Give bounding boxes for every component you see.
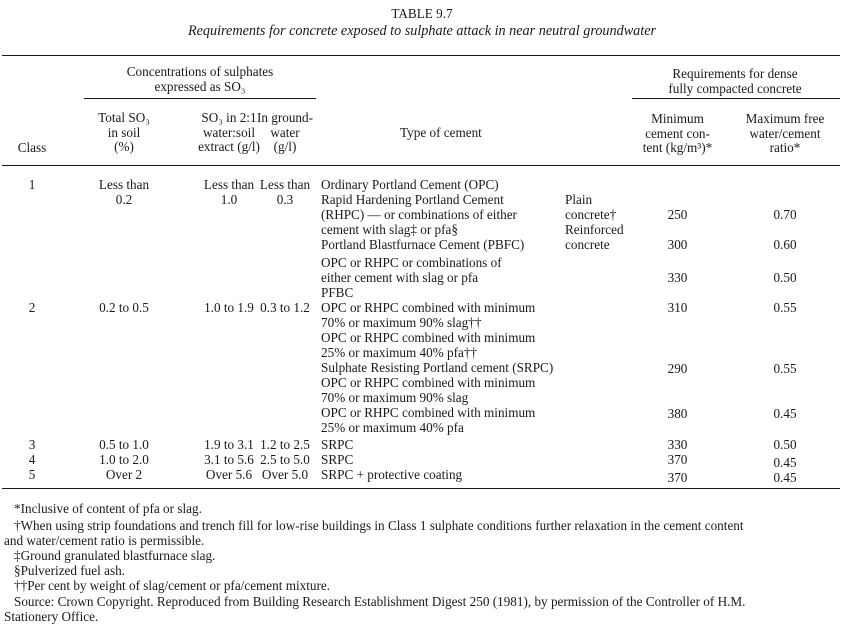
table-label: TABLE 9.7 <box>391 6 453 21</box>
footnote-star: *Inclusive of content of pfa or slag. <box>14 501 202 516</box>
table-caption: Requirements for concrete exposed to sulphate attack in near neutral groundwater <box>187 23 657 39</box>
class-5-label: 5 <box>28 467 36 482</box>
top-rule <box>2 55 840 56</box>
class-5-max-ratio: 0.45 <box>773 470 797 485</box>
class-3-max-ratio: 0.50 <box>773 437 797 452</box>
class-4-groundwater: 2.5 to 5.0 <box>260 452 310 467</box>
class-2-min-cement-b: 310 <box>667 300 688 315</box>
class-5-total-so3: Over 2 <box>105 467 143 482</box>
class-3-groundwater: 1.2 to 2.5 <box>260 437 310 452</box>
class-2-min-cement-c: 290 <box>667 361 688 376</box>
bottom-rule <box>2 488 840 489</box>
class-2-max-ratio-d: 0.45 <box>773 406 797 421</box>
header-total-so3: Total SO₃ in soil (%) <box>98 110 150 154</box>
class-5-groundwater: Over 5.0 <box>261 467 309 482</box>
class-1-cement-types: Ordinary Portland Cement (OPC) Rapid Hardening Portland Cement (RHPC) — or combinations of either cement with slag‡ or pfa§ Portland Blastfurnace Cement (PBFC) <box>321 177 525 252</box>
class-5-min-cement: 370 <box>667 470 688 485</box>
footnote-dagger-cont: and water/cement ratio is permissible. <box>4 533 205 548</box>
class-1-total-so3: Less than 0.2 <box>98 177 150 207</box>
class-5-cement: SRPC + protective coating <box>321 467 463 482</box>
class-1-concrete-note: Plain concrete† Reinforced concrete <box>565 192 624 252</box>
class-2-cement-types: OPC or RHPC or combinations of either cement with slag or pfa PFBC OPC or RHPC combined with minimum 70% or maximum 90% slag†† OPC or RHPC combined with minimum 25% or maximum 40% pfa†† Sulphate Resisting Portland cement (SRPC) OPC or RHPC combined with minimum 70% or maximum 90% slag OPC or RHPC combined with minimum 25% or maximum 40% pfa <box>321 255 554 435</box>
class-2-max-ratio-c: 0.55 <box>773 361 797 376</box>
header-max-ratio: Maximum free water/cement ratio* <box>745 111 825 155</box>
group-header-sulphates: Concentrations of sulphates expressed as SO₃ <box>126 64 274 94</box>
group-rule-sulphates <box>84 98 316 99</box>
class-2-groundwater: 0.3 to 1.2 <box>260 300 310 315</box>
class-4-so3-extract: 3.1 to 5.6 <box>204 452 254 467</box>
class-2-total-so3: 0.2 to 0.5 <box>99 300 149 315</box>
class-3-min-cement: 330 <box>667 437 688 452</box>
class-1-groundwater: Less than 0.3 <box>259 177 311 207</box>
class-2-max-ratio-b: 0.55 <box>773 300 797 315</box>
class-4-max-ratio: 0.45 <box>773 455 797 470</box>
class-1-min-cement-a: 250 <box>667 207 688 222</box>
class-3-so3-extract: 1.9 to 3.1 <box>204 437 254 452</box>
class-4-cement: SRPC <box>321 452 354 467</box>
footnote-dagger: †When using strip foundations and trench fill for low-rise buildings in Class 1 sulphate conditions further relaxation in the cement content <box>14 518 744 533</box>
class-1-max-ratio-a: 0.70 <box>773 207 797 222</box>
class-3-total-so3: 0.5 to 1.0 <box>99 437 149 452</box>
class-1-so3-extract: Less than 1.0 <box>203 177 255 207</box>
class-2-label: 2 <box>28 300 36 315</box>
class-3-label: 3 <box>28 437 36 452</box>
header-cement-type: Type of cement <box>400 125 482 140</box>
header-groundwater: In ground- water (g/l) <box>256 110 314 154</box>
class-2-min-cement-d: 380 <box>667 406 688 421</box>
class-2-min-cement-a: 330 <box>667 270 688 285</box>
group-rule-requirements <box>632 98 840 99</box>
header-class: Class <box>17 140 47 155</box>
class-4-label: 4 <box>28 452 36 467</box>
class-2-so3-extract: 1.0 to 1.9 <box>204 300 254 315</box>
header-so3-extract: SO₃ in 2:1 water:soil extract (g/l) <box>198 110 260 154</box>
class-5-so3-extract: Over 5.6 <box>205 467 253 482</box>
class-3-cement: SRPC <box>321 437 354 452</box>
class-1-max-ratio-b: 0.60 <box>773 237 797 252</box>
footnote-ddagger: ‡Ground granulated blastfurnace slag. <box>14 548 216 563</box>
class-4-min-cement: 370 <box>667 452 688 467</box>
class-2-max-ratio-a: 0.50 <box>773 270 797 285</box>
footnote-double-dagger: ††Per cent by weight of slag/cement or pfa/cement mixture. <box>14 578 331 593</box>
header-min-cement: Minimum cement con- tent (kg/m³)* <box>642 111 713 155</box>
header-rule <box>2 165 840 166</box>
footnote-section: §Pulverized fuel ash. <box>14 563 125 578</box>
class-4-total-so3: 1.0 to 2.0 <box>99 452 149 467</box>
class-1-label: 1 <box>28 177 36 192</box>
source-note: Source: Crown Copyright. Reproduced from Building Research Establishment Digest 250 (1981), by permission of the Controller of H.M. <box>14 594 746 609</box>
class-1-min-cement-b: 300 <box>667 237 688 252</box>
source-note-cont: Stationery Office. <box>4 609 99 624</box>
group-header-requirements: Requirements for dense fully compacted concrete <box>668 66 802 96</box>
